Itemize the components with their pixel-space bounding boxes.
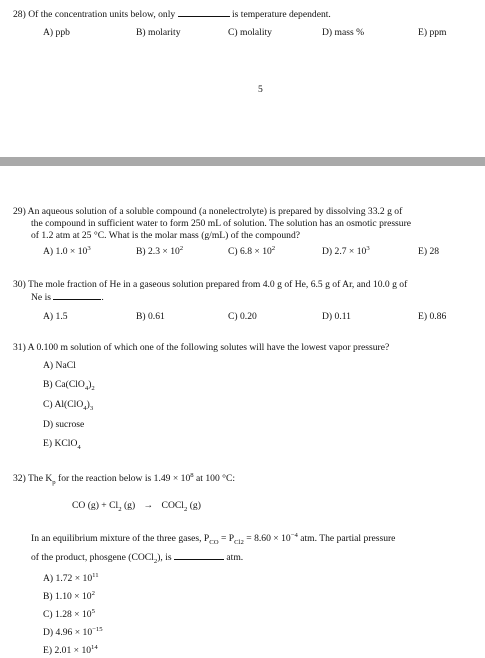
q31-number: 31) — [13, 342, 26, 353]
q28-option-e[interactable]: E) ppm — [418, 27, 447, 38]
q32-stem: 32) The $K_p$ for the reaction below is $1.49 \times 10^8$ at 100 °C: — [13, 471, 236, 486]
q31-text: A 0.100 m solution of which one of the following solutes will have the lowest vapor pressure? — [27, 342, 390, 353]
q28-blank[interactable] — [178, 8, 230, 17]
q29-number: 29) — [13, 206, 26, 217]
reaction-arrow-icon: → — [143, 500, 154, 511]
q30-option-d[interactable]: D) 0.11 — [322, 311, 351, 322]
q30-line-1 — [13, 279, 407, 291]
q31-stem — [13, 342, 389, 354]
q28-option-c[interactable]: C) molality — [228, 27, 272, 38]
q30-blank[interactable] — [53, 291, 101, 300]
q29-option-b[interactable]: B) $2.3 \times 10^2$ — [136, 244, 184, 257]
q28-stem — [13, 8, 331, 21]
q30-text-1: The mole fraction of He in a gaseous solution prepared from 4.0 g of He, 6.5 g of Ar, and 10.0 g of — [28, 279, 408, 290]
q32-blank[interactable] — [174, 551, 224, 560]
q30-option-e[interactable]: E) 0.86 — [418, 311, 447, 322]
q32-number: 32) — [13, 473, 26, 484]
q32-option-b[interactable]: B) $1.10 \times 10^2$ — [43, 589, 95, 602]
q29-text-1: An aqueous solution of a soluble compound (a nonelectrolyte) is prepared by dissolving 33.2 g of — [27, 206, 403, 217]
q31-option-c[interactable]: C) $Al(ClO_4)_3$ — [43, 399, 94, 412]
q29-option-a[interactable]: A) $1.0 \times 10^3$ — [43, 244, 91, 257]
q29-line-1 — [13, 206, 402, 218]
q31-option-b[interactable]: B) $Ca(ClO_4)_2$ — [43, 379, 95, 392]
q28-text-pre: Of the concentration units below, only — [28, 9, 176, 20]
q31-option-d[interactable]: D) sucrose — [43, 419, 85, 430]
q30-option-c[interactable]: C) 0.20 — [228, 311, 257, 322]
page-divider — [0, 157, 485, 166]
q29-line-2: the compound in sufficient water to form 250 mL of solution. The solution has an osmotic pressure — [31, 218, 412, 229]
q28-text-post: is temperature dependent. — [232, 9, 331, 20]
q32-option-c[interactable]: C) $1.28 \times 10^5$ — [43, 607, 95, 620]
q30-number: 30) — [13, 279, 26, 290]
q28-option-d[interactable]: D) mass % — [322, 27, 365, 38]
q29-option-c[interactable]: C) $6.8 \times 10^2$ — [228, 244, 276, 257]
q31-option-a[interactable]: A) NaCl — [43, 360, 76, 371]
page-number: 5 — [258, 84, 263, 95]
q29-line-3: of 1.2 atm at 25 °C. What is the molar mass (g/mL) of the compound? — [31, 230, 301, 241]
q32-option-e[interactable]: E) $2.01 \times 10^{14}$ — [43, 643, 98, 656]
q30-line-2: Ne is . — [31, 292, 104, 303]
q28-number: 28) — [13, 9, 26, 20]
q32-option-a[interactable]: A) $1.72 \times 10^{11}$ — [43, 571, 99, 584]
q29-option-d[interactable]: D) $2.7 \times 10^3$ — [322, 244, 370, 257]
q32-line-question: of the product, phosgene (COCl$_2$), is atm. — [31, 552, 244, 565]
q28-option-a[interactable]: A) ppb — [43, 27, 70, 38]
q30-option-b[interactable]: B) 0.61 — [136, 311, 165, 322]
q28-option-b[interactable]: B) molarity — [136, 27, 181, 38]
q31-option-e[interactable]: E) KClO$_4$ — [43, 438, 81, 451]
q32-line-partial-pressures: In an equilibrium mixture of the three gases, $P_{CO} = P_{Cl2} = 8.60 \times 10^{-4}$ atm. The partial pressure — [31, 531, 396, 546]
q30-option-a[interactable]: A) 1.5 — [43, 311, 68, 322]
q29-option-e[interactable]: E) 28 — [418, 246, 440, 257]
q32-equation: CO $(g) + Cl_2$ (g) → COCl$_2$ (g) — [72, 500, 201, 513]
q32-option-d[interactable]: D) $4.96 \times 10^{-15}$ — [43, 625, 103, 638]
